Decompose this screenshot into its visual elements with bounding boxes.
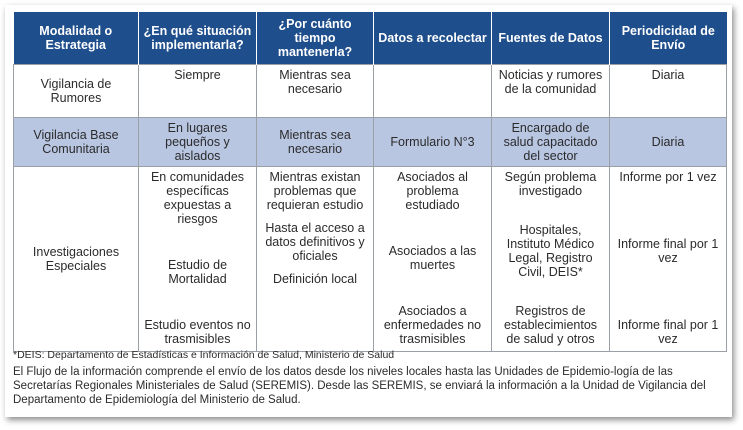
table-row [14, 167, 727, 352]
cell-datos: Formulario N°3 [374, 118, 492, 167]
header-datos: Datos a recolectar [374, 12, 492, 65]
document-page [5, 5, 732, 417]
cell-fuentes [492, 167, 610, 352]
cell-entry: Informe por 1 vez [619, 170, 717, 184]
cell-modalidad: Vigilancia Base Comunitaria [14, 118, 139, 167]
cell-entry: Mientras existan problemas que requieran estudio [266, 170, 364, 212]
header-modalidad: Modalidad o Estrategia [14, 12, 139, 65]
cell-entry: Hospitales, Instituto Médico Legal, Registro Civil, DEIS* [506, 223, 595, 279]
cell-entry: Informe final por 1 vez [617, 318, 719, 346]
cell-modalidad: Investigaciones Especiales [14, 167, 139, 352]
footnote: *DEIS: Departamento de Estadísticas e Información de Salud, Ministerio de Salud [13, 349, 395, 361]
cell-periodicidad: Diaria [610, 65, 727, 118]
cell-tiempo: Mientras sea necesario [257, 118, 374, 167]
cell-tiempo: Mientras sea necesario [257, 65, 374, 118]
table-row [14, 65, 727, 118]
cell-tiempo [257, 167, 374, 352]
cell-situacion: Siempre [139, 65, 257, 118]
cell-entry: Definición local [272, 272, 358, 286]
cell-modalidad: Vigilancia de Rumores [14, 65, 139, 118]
table-row [14, 118, 727, 167]
notes-section [13, 348, 726, 407]
cell-entry: En comunidades específicas expuestas a riesgos [150, 170, 245, 226]
info-flow-paragraph: El Flujo de la información comprende el envío de los datos desde los niveles locales hasta las Unidades de Epidemio-logía de las Secretarías Regionales Ministeriales de Salud (SEREMIS). Desde las SEREMIS, se enviará la información a la Unidad de Vigilancia del Departamento de Epidemiología del Ministerio de Salud. [13, 366, 706, 406]
cell-datos [374, 65, 492, 118]
cell-entry: Según problema investigado [504, 170, 597, 198]
cell-entry: Asociados a las muertes [388, 244, 477, 272]
table-header-row [14, 12, 727, 65]
cell-entry: Asociados a enfermedades no trasmisibles [383, 304, 482, 346]
header-periodicidad: Periodicidad de Envío [610, 12, 727, 65]
cell-situacion [139, 167, 257, 352]
cell-entry: Asociados al problema estudiado [397, 170, 468, 212]
cell-entry: Hasta el acceso a datos definitivos y oficiales [265, 221, 365, 263]
cell-entry: Estudio eventos no trasmisibles [144, 318, 251, 346]
cell-entry: Informe final por 1 vez [617, 237, 719, 265]
cell-entry: Estudio de Mortalidad [167, 258, 228, 286]
cell-fuentes: Noticias y rumores de la comunidad [492, 65, 610, 118]
cell-datos [374, 167, 492, 352]
surveillance-table [13, 12, 727, 352]
cell-situacion: En lugares pequeños y aislados [139, 118, 257, 167]
cell-periodicidad: Diaria [610, 118, 727, 167]
header-fuentes: Fuentes de Datos [492, 12, 610, 65]
cell-entry: Registros de establecimientos de salud y otros [503, 304, 598, 346]
cell-fuentes: Encargado de salud capacitado del sector [492, 118, 610, 167]
header-situacion: ¿En qué situación implementarla? [139, 12, 257, 65]
header-tiempo: ¿Por cuánto tiempo mantenerla? [257, 12, 374, 65]
cell-periodicidad [610, 167, 727, 352]
